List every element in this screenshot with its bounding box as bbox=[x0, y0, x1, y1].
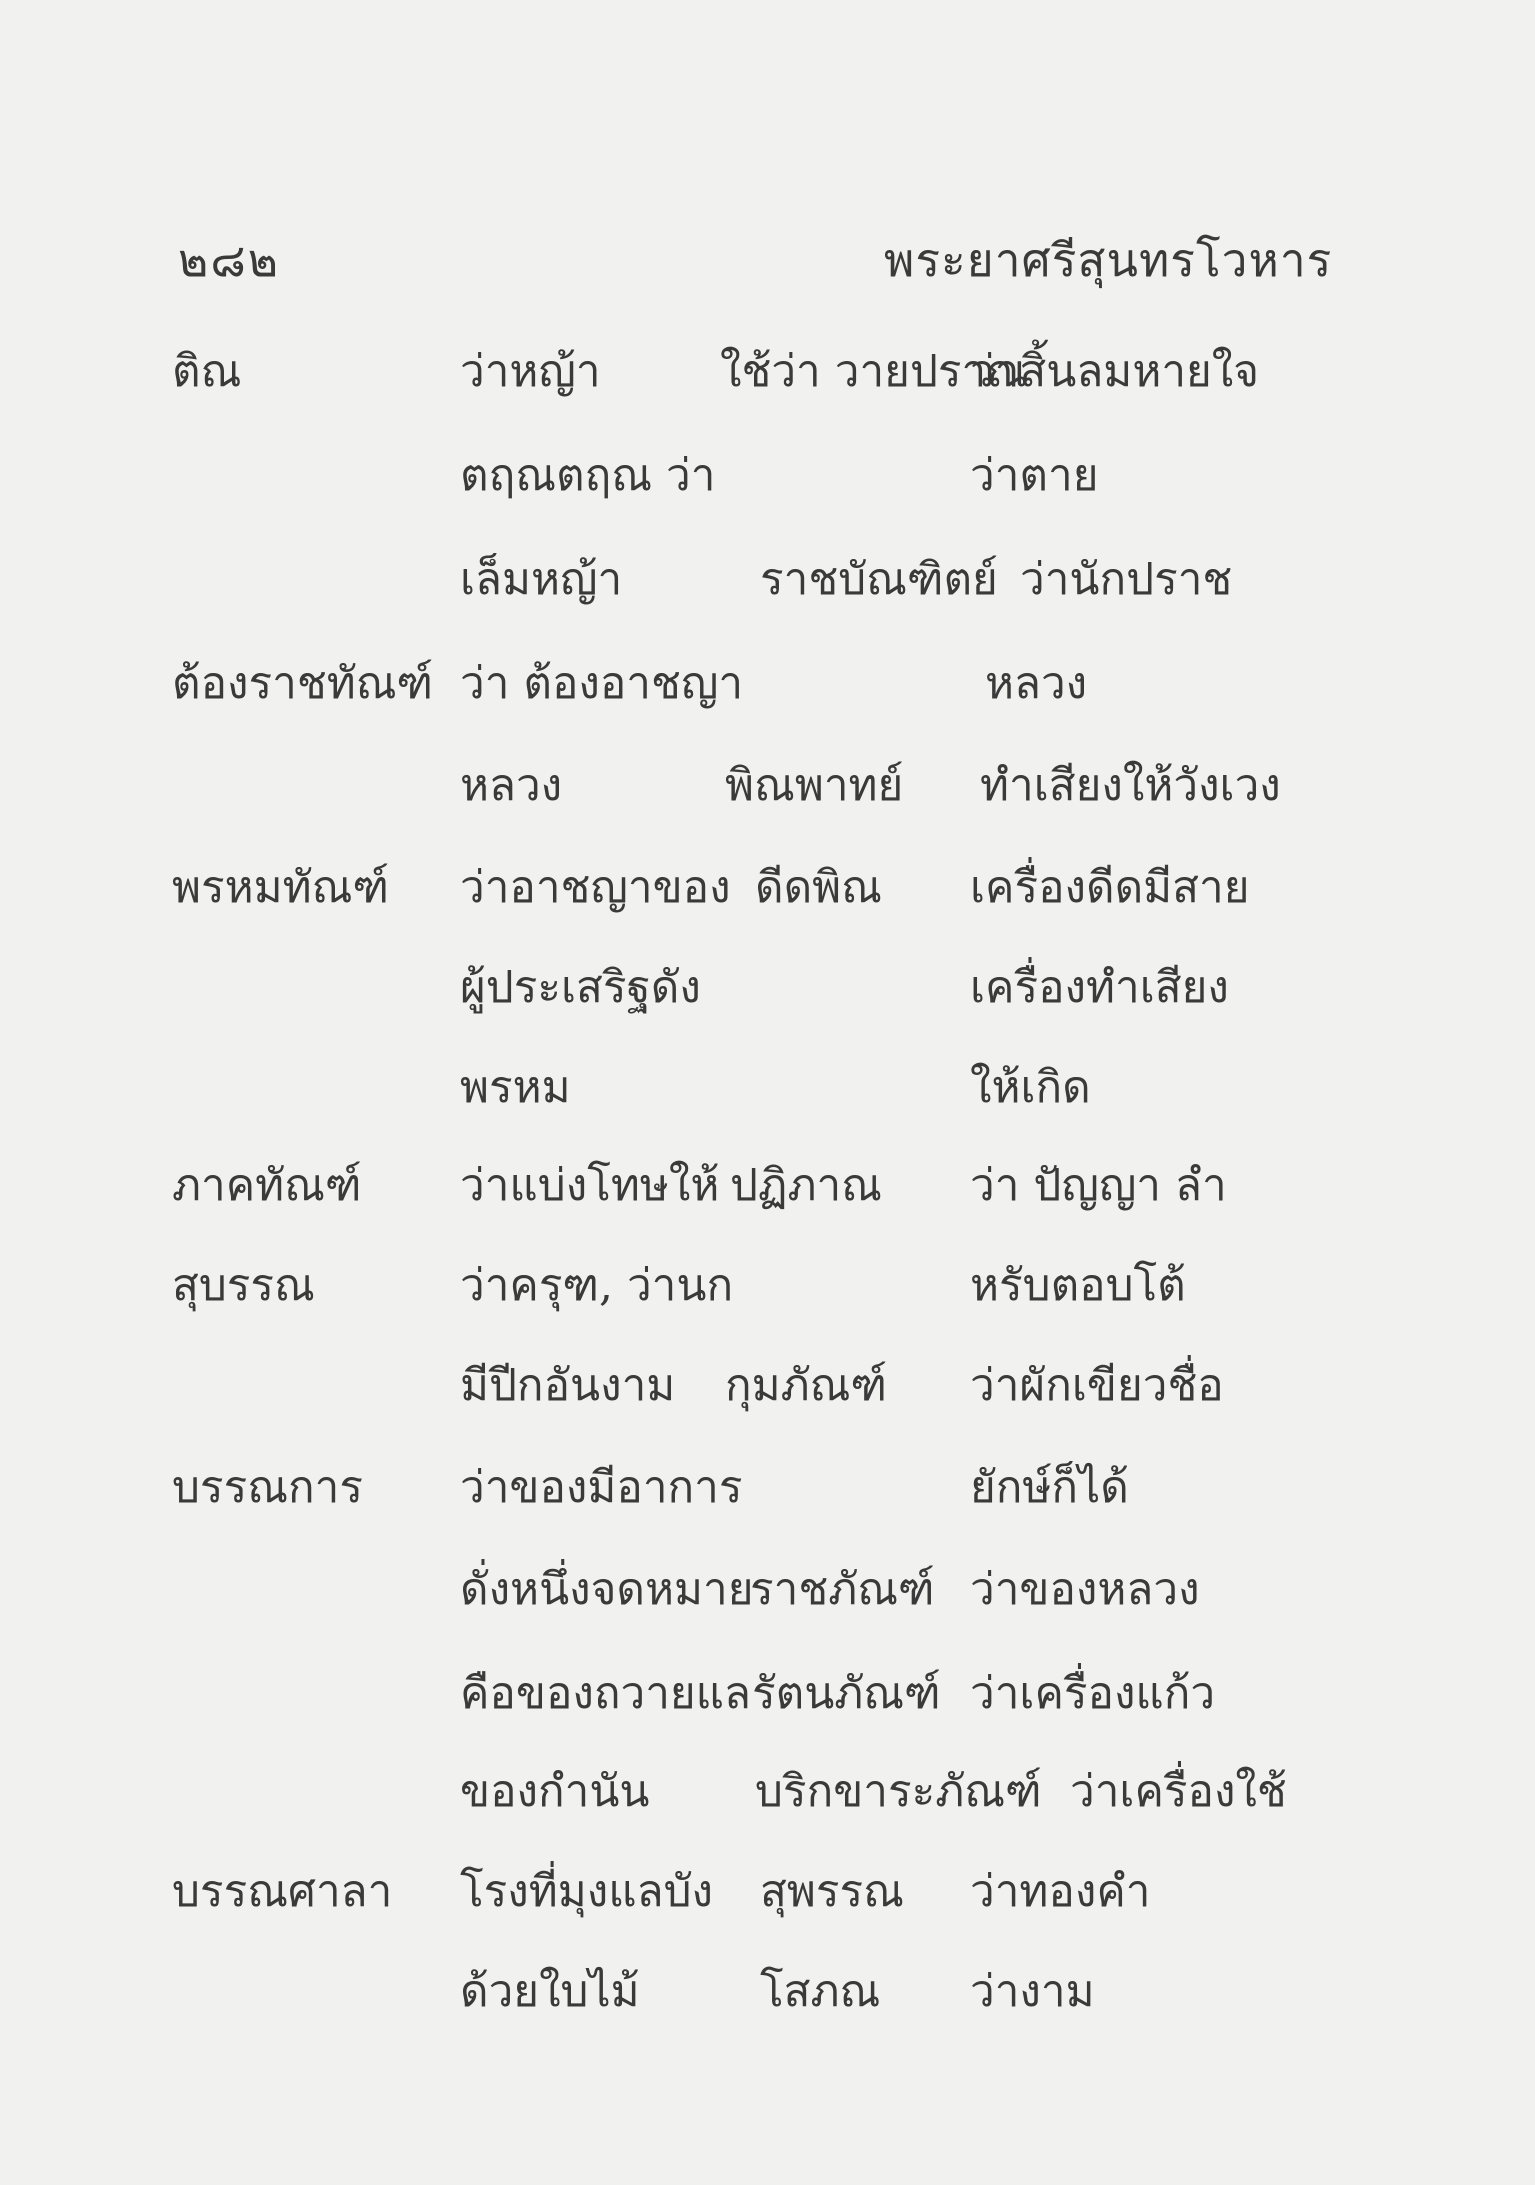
entry-row bbox=[0, 1356, 1535, 1416]
headword-secondary: สุพรรณ bbox=[760, 1866, 904, 1917]
headword: บรรณการ bbox=[172, 1462, 363, 1513]
entry-row bbox=[0, 958, 1535, 1018]
definition-secondary: ว่าตาย bbox=[970, 450, 1099, 501]
entry-row bbox=[0, 342, 1535, 402]
definition: เล็มหญ้า bbox=[460, 554, 623, 605]
headword-secondary: พิณพาทย์ bbox=[725, 760, 904, 811]
definition-secondary: หรับตอบโต้ bbox=[970, 1260, 1186, 1311]
definition-secondary: เครื่องดีดมีสาย bbox=[970, 862, 1250, 913]
headword-secondary: ราชบัณฑิตย์ bbox=[760, 554, 998, 605]
definition: ว่าอาชญาของ bbox=[460, 862, 731, 913]
definition-secondary: เครื่องทำเสียง bbox=[970, 962, 1229, 1013]
page-number: ๒๘๒ bbox=[178, 233, 281, 287]
entry-row bbox=[0, 446, 1535, 506]
definition: ดั่งหนึ่งจดหมาย bbox=[460, 1564, 754, 1615]
headword: ภาคทัณฑ์ bbox=[172, 1160, 362, 1211]
definition: มีปีกอันงาม bbox=[460, 1360, 676, 1411]
definition: ว่าของมีอาการ bbox=[460, 1462, 743, 1513]
definition-secondary: ให้เกิด bbox=[970, 1062, 1091, 1113]
headword: สุบรรณ bbox=[172, 1260, 315, 1311]
definition: ผู้ประเสริฐดัง bbox=[460, 962, 701, 1013]
entry-row bbox=[0, 1664, 1535, 1724]
headword-secondary: กุมภัณฑ์ bbox=[725, 1360, 887, 1411]
headword: พรหมทัณฑ์ bbox=[172, 862, 389, 913]
definition-secondary: ว่าเครื่องแก้ว bbox=[970, 1668, 1216, 1719]
headword-secondary: รัตนภัณฑ์ bbox=[752, 1668, 941, 1719]
entry-row bbox=[0, 654, 1535, 714]
entry-row bbox=[0, 1862, 1535, 1922]
headword-secondary: ปฏิภาณ bbox=[730, 1160, 883, 1211]
entry-row bbox=[0, 1762, 1535, 1822]
definition: พรหม bbox=[460, 1062, 571, 1113]
definition: ว่าแบ่งโทษให้ bbox=[460, 1160, 720, 1211]
entry-row bbox=[0, 1256, 1535, 1316]
entry-row bbox=[0, 550, 1535, 610]
headword: ต้องราชทัณฑ์ bbox=[172, 658, 434, 709]
entry-row bbox=[0, 1962, 1535, 2022]
definition-secondary: ยักษ์ก็ได้ bbox=[970, 1462, 1129, 1513]
headword-secondary: บริกขาระภัณฑ์ bbox=[755, 1766, 1042, 1817]
definition: ว่า ต้องอาชญา bbox=[460, 658, 744, 709]
entry-row bbox=[0, 1058, 1535, 1118]
definition-secondary: ว่างาม bbox=[970, 1966, 1095, 2017]
definition-secondary: หลวง bbox=[985, 658, 1088, 709]
definition-secondary: ว่าผักเขียวชื่อ bbox=[970, 1360, 1224, 1411]
headword-secondary: ใช้ว่า วายปราณ bbox=[720, 346, 1028, 397]
definition: ว่าหญ้า bbox=[460, 346, 601, 397]
definition: ตฤณตฤณ ว่า bbox=[460, 450, 716, 501]
entry-row bbox=[0, 1458, 1535, 1518]
definition-secondary: ว่าของหลวง bbox=[970, 1564, 1200, 1615]
entry-row bbox=[0, 858, 1535, 918]
entry-row bbox=[0, 1156, 1535, 1216]
definition: คือของถวายแล bbox=[460, 1668, 752, 1719]
definition: โรงที่มุงแลบัง bbox=[460, 1866, 713, 1917]
definition-secondary: ว่า ปัญญา ลำ bbox=[970, 1160, 1227, 1211]
definition-secondary: ทำเสียงให้วังเวง bbox=[980, 760, 1281, 811]
headword-secondary: ดีดพิณ bbox=[755, 862, 882, 913]
headword-secondary: ราชภัณฑ์ bbox=[750, 1564, 935, 1615]
entry-row bbox=[0, 1560, 1535, 1620]
definition: ของกำนัน bbox=[460, 1766, 650, 1817]
definition: หลวง bbox=[460, 760, 563, 811]
definition-secondary: ว่าเครื่องใช้ bbox=[1070, 1766, 1287, 1817]
definition-secondary: ว่านักปราช bbox=[1020, 554, 1233, 605]
headword-secondary: โสภณ bbox=[760, 1966, 881, 2017]
entry-row bbox=[0, 756, 1535, 816]
definition-secondary: ว่าทองคำ bbox=[970, 1866, 1151, 1917]
definition: ด้วยใบไม้ bbox=[460, 1966, 640, 2017]
headword: บรรณศาลา bbox=[172, 1866, 393, 1917]
headword: ติณ bbox=[172, 346, 242, 397]
definition: ว่าครุฑ, ว่านก bbox=[460, 1260, 734, 1311]
running-title: พระยาศรีสุนทรโวหาร bbox=[884, 233, 1333, 287]
definition-secondary: ว่าสิ้นลมหายใจ bbox=[970, 346, 1260, 397]
